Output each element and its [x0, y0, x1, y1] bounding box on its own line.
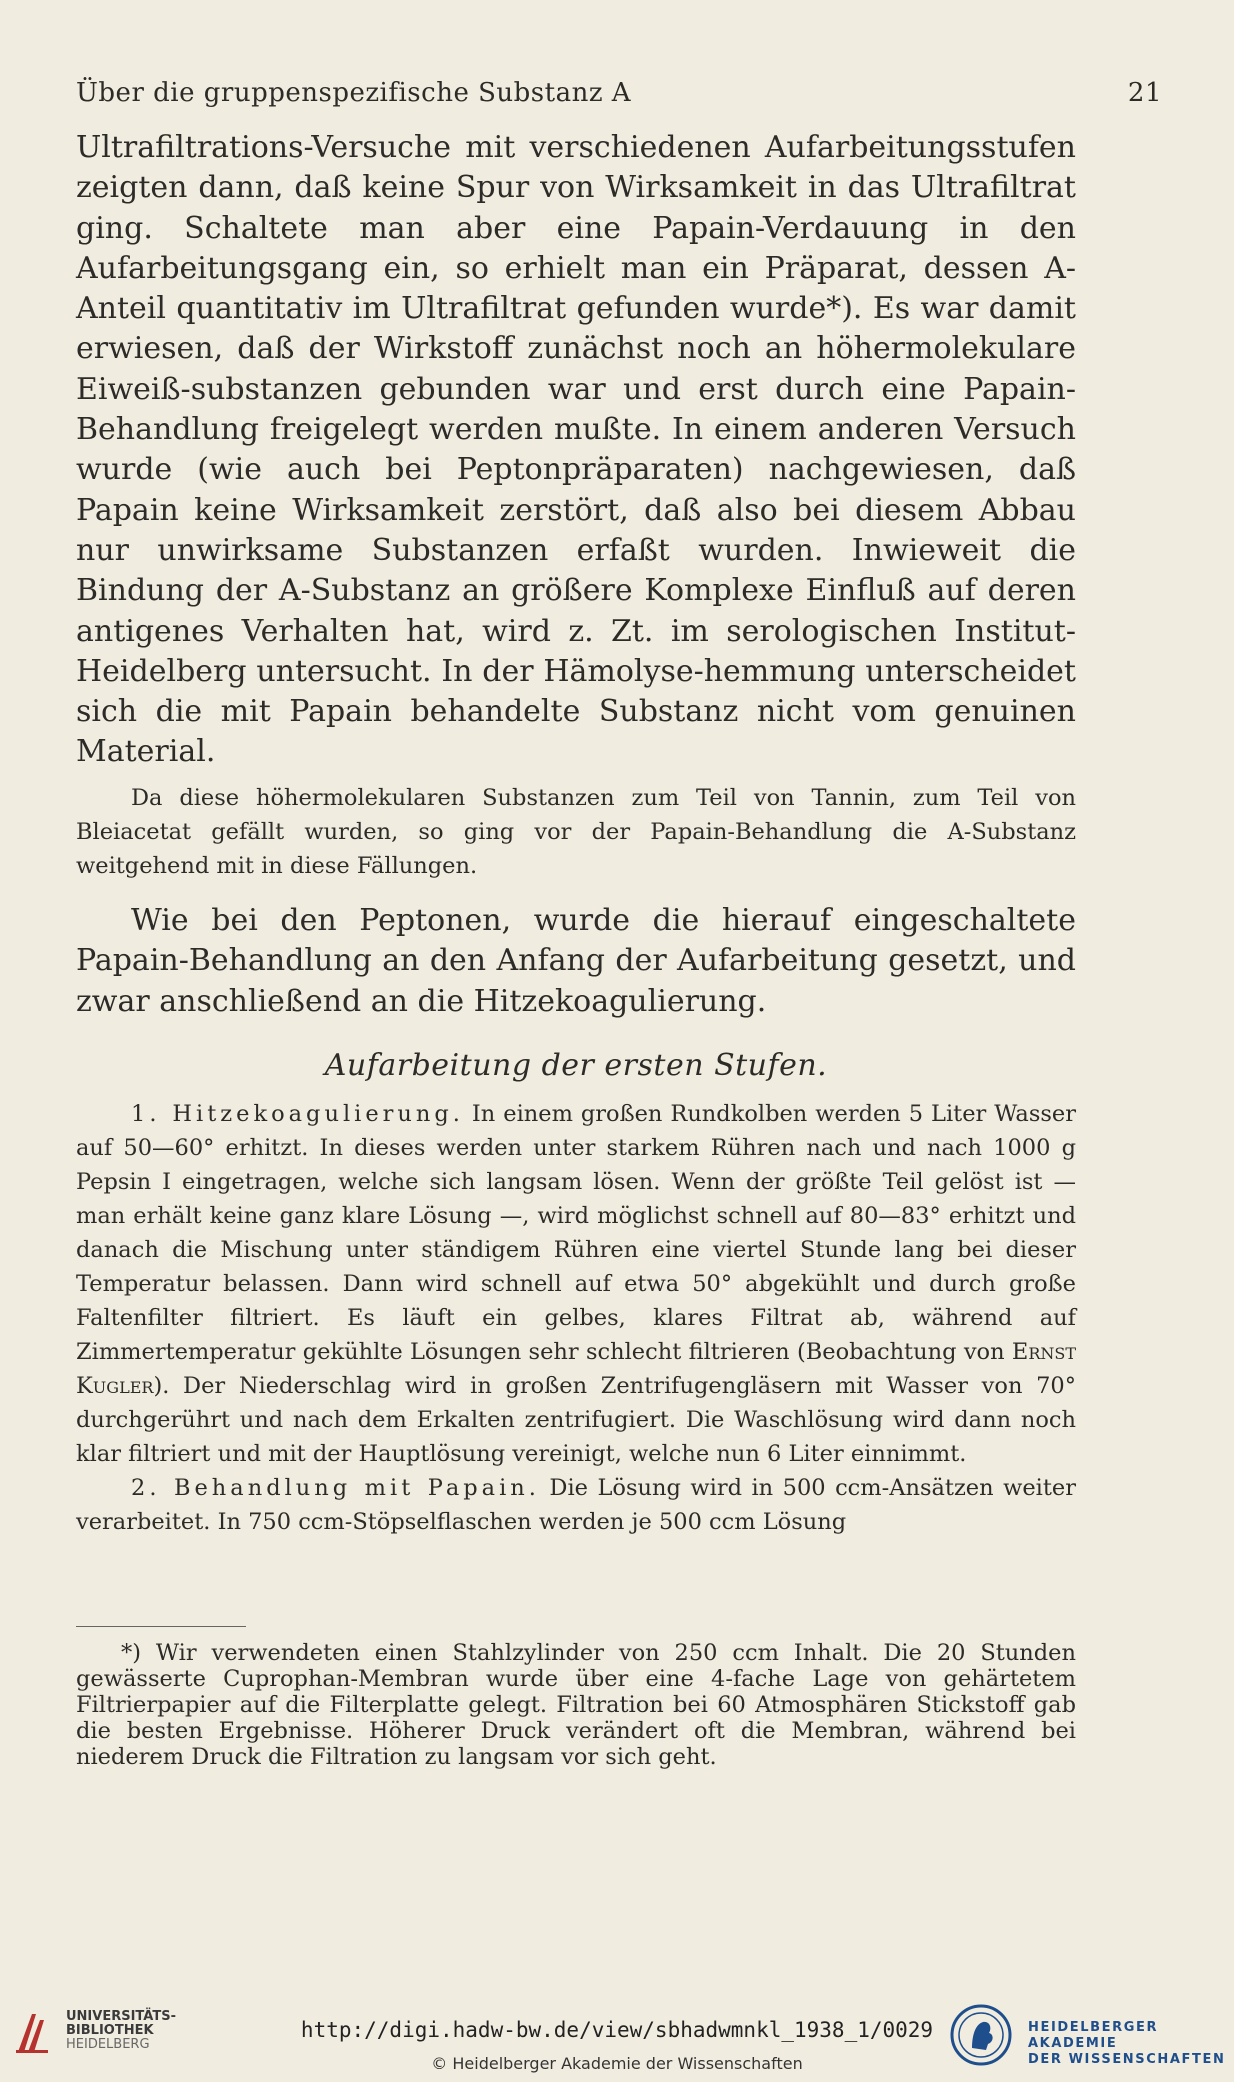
running-header: [76, 78, 1162, 118]
digitization-footer: [0, 1998, 1234, 2082]
main-text: [76, 128, 1076, 1539]
step-2-text: Die Lösung wird in 500 ccm-Ansätzen weiter verarbeitet. In 750 ccm-Stöpselflaschen werden je 500 ccm Lösung: [76, 1475, 1076, 1536]
section-heading: Aufarbeitung der ersten Stufen.: [324, 1048, 828, 1084]
ak-line-1: HEIDELBERGER AKADEMIE: [1028, 2020, 1159, 2051]
step-2-label: 2. Behandlung mit Papain.: [131, 1475, 540, 1502]
paragraph-peptone: Wie bei den Peptonen, wurde die hierauf eingeschaltete Papain-Behandlung an den Anfang der Aufarbeitung gesetzt, und zwar anschließend an die Hitzekoagulierung.: [76, 902, 1076, 1019]
footnote-text: *) Wir verwendeten einen Stahlzylinder von 250 ccm Inhalt. Die 20 Stunden gewässerte Cuprophan-Membran wurde über eine 4-fache Lage von gehärtetem Filtrierpapier auf die Filterplatte gelegt. Filtration bei 60 Atmosphären Stickstoff gab die besten Ergebnisse. Höherer Druck verändert oft die Membran, während bei niederem Druck die Filtration zu langsam vor sich geht.: [76, 1640, 1076, 1770]
paragraph-step-2: [76, 1471, 1076, 1539]
academy-name: [1028, 2020, 1230, 2068]
academy-logo[interactable]: [950, 2004, 1230, 2070]
footnote-rule: [76, 1626, 246, 1627]
paragraph-ultrafiltration: Ultrafiltrations-Versuche mit verschiedenen Aufarbeitungsstufen zeigten dann, daß keine Spur von Wirksamkeit in das Ultrafiltrat ging. Schaltete man aber eine Papain-Verdauung in den Aufarbeitungsgang ein, so erhielt man ein Präparat, dessen A-Anteil quantitativ im Ultrafiltrat gefunden wurde*). Es war damit erwiesen, daß der Wirkstoff zunächst noch an höhermolekulare Eiweiß-substanzen gebunden war und erst durch eine Papain-Behandlung freigelegt werden mußte. In einem anderen Versuch wurde (wie auch bei Peptonpräparaten) nachgewiesen, daß Papain keine Wirksamkeit zerstört, daß also bei diesem Abbau nur unwirksame Substanzen erfaßt wurden. Inwieweit die Bindung der A-Substanz an größere Komplexe Einfluß auf deren antigenes Verhalten hat, wird z. Zt. im serologischen Institut-Heidelberg untersucht. In der Hämolyse-hemmung unterscheidet sich die mit Papain behandelte Substanz nicht vom genuinen Material.: [76, 130, 1076, 770]
footnote: [76, 1640, 1076, 1770]
academy-seal-icon: [950, 2004, 1012, 2066]
author-name: Ernst Kugler: [76, 1339, 1076, 1400]
paragraph-step-1: [76, 1097, 1076, 1471]
ub-line-3: HEIDELBERG: [66, 2037, 150, 2052]
step-1-label: 1. Hitzekoagulierung.: [131, 1101, 464, 1128]
ub-line-1: UNIVERSITÄTS-: [66, 2009, 176, 2024]
running-title: Über die gruppenspezifische Substanz A: [76, 78, 632, 108]
step-1-text-b: ). Der Niederschlag wird in großen Zentrifugengläsern mit Wasser von 70° durchgerührt und nach dem Erkalten zentrifugiert. Die Waschlösung wird dann noch klar filtriert und mit der Hauptlösung vereinigt, welche nun 6 Liter einnimmt.: [76, 1373, 1076, 1468]
page-number: 21: [1127, 78, 1162, 108]
copyright-notice: © Heidelberger Akademie der Wissenschaften: [431, 2054, 803, 2073]
ub-line-2: BIBLIOTHEK: [66, 2023, 154, 2038]
step-1-text-a: In einem großen Rundkolben werden 5 Liter Wasser auf 50—60° erhitzt. In dieses werden unter starkem Rühren nach und nach 1000 g Pepsin I eingetragen, welche sich langsam lösen. Wenn der größte Teil gelöst ist — man erhält keine ganz klare Lösung —, wird möglichst schnell auf 80—83° erhitzt und danach die Mischung unter ständigem Rühren eine viertel Stunde lang bei dieser Temperatur belassen. Dann wird schnell auf etwa 50° abgekühlt und durch große Faltenfilter filtriert. Es läuft ein gelbes, klares Filtrat ab, während auf Zimmertemperatur gekühlte Lösungen sehr schlecht filtrieren (Beobachtung von: [76, 1101, 1076, 1366]
paragraph-small-note: Da diese höhermolekularen Substanzen zum Teil von Tannin, zum Teil von Bleiacetat gefällt wurden, so ging vor der Papain-Behandlung die A-Substanz weitgehend mit in diese Fällungen.: [76, 784, 1076, 879]
ak-line-2: DER WISSENSCHAFTEN: [1028, 2052, 1226, 2067]
permalink-url[interactable]: http://digi.hadw-bw.de/view/sbhadwmnkl_1938_1/0029: [300, 2018, 934, 2042]
